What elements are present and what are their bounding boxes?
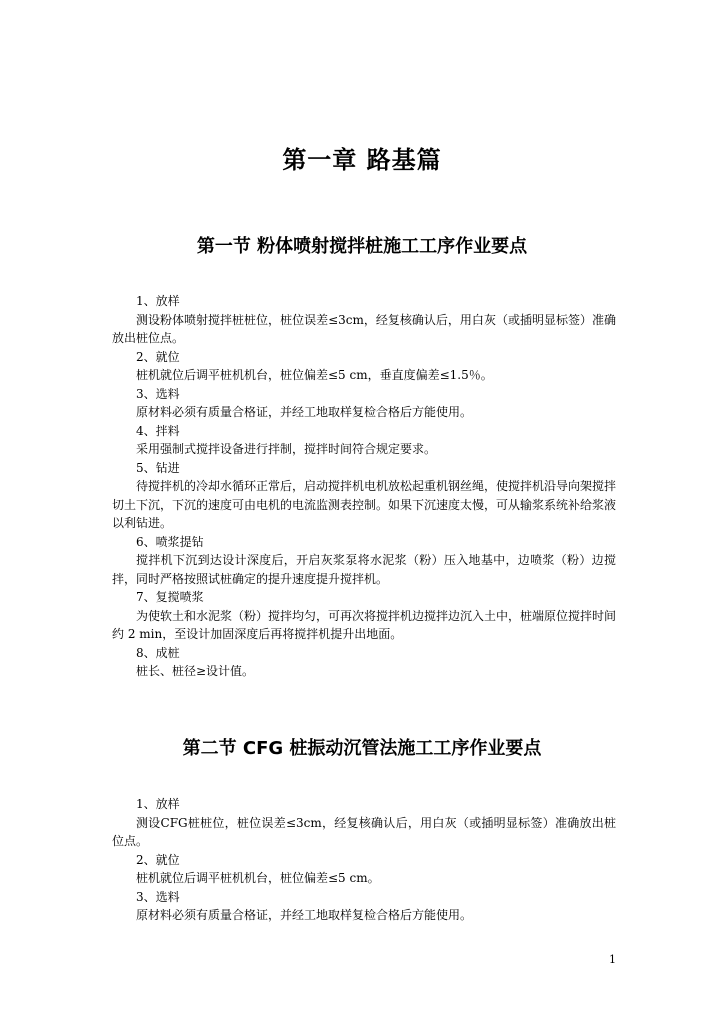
- page-number: 1: [609, 953, 616, 966]
- item-text: 桩长、桩径≥设计值。: [136, 664, 255, 678]
- item-text: 桩机就位后调平桩机机台，桩位偏差≤5 cm。: [136, 871, 380, 885]
- item-text: 原材料必须有质量合格证，并经工地取样复检合格后方能使用。: [136, 405, 473, 419]
- item-text: 测设CFG桩桩位，桩位误差≤3cm，经复核确认后，用白灰（或插明显标签）准确放出桩位点。: [112, 815, 616, 848]
- item-heading: 2、就位: [136, 852, 180, 867]
- item-heading: 3、选料: [136, 386, 180, 401]
- item-heading: 4、拌料: [136, 423, 180, 438]
- section-2-title: 第二节 CFG 桩振动沉管法施工工序作业要点: [182, 738, 542, 759]
- item-heading: 2、就位: [136, 349, 180, 364]
- item-text: 搅拌机下沉到达设计深度后，开启灰浆泵将水泥浆（粉）压入地基中，边喷浆（粉）边搅拌，同时严格按照试桩确定的提升速度提升搅拌机。: [112, 553, 616, 586]
- chapter-title: 第一章 路基篇: [282, 146, 442, 174]
- item-heading: 6、喷浆提钻: [136, 534, 204, 549]
- item-text: 桩机就位后调平桩机机台，桩位偏差≤5 cm，垂直度偏差≤1.5％。: [136, 368, 493, 382]
- item-heading: 7、复搅喷浆: [136, 590, 204, 604]
- item-text: 原材料必须有质量合格证，并经工地取样复检合格后方能使用。: [136, 908, 473, 922]
- section-2-body: [112, 795, 616, 925]
- item-text: 测设粉体喷射搅拌桩桩位，桩位误差≤3cm，经复核确认后，用白灰（或插明显标签）准确放出桩位点。: [112, 312, 616, 345]
- item-heading: 5、钻进: [136, 460, 180, 475]
- section-1-body: [112, 292, 616, 681]
- item-heading: 1、放样: [136, 294, 180, 308]
- item-text: 采用强制式搅拌设备进行拌制，搅拌时间符合规定要求。: [136, 442, 437, 456]
- section-1-title: 第一节 粉体喷射搅拌桩施工工序作业要点: [196, 236, 528, 257]
- item-text: 待搅拌机的冷却水循环正常后，启动搅拌机电机放松起重机钢丝绳，使搅拌机沿导向架搅拌切土下沉，下沉的速度可由电机的电流监测表控制。如果下沉速度太慢，可从输浆系统补给浆液以利钻进。: [112, 479, 617, 530]
- item-heading: 3、选料: [136, 889, 180, 904]
- item-text: 为使软土和水泥浆（粉）搅拌均匀，可再次将搅拌机边搅拌边沉入土中，桩端原位搅拌时间约 2 min，至设计加固深度后再将搅拌机提升出地面。: [112, 608, 617, 641]
- item-heading: 8、成桩: [136, 645, 180, 660]
- item-heading: 1、放样: [136, 797, 180, 811]
